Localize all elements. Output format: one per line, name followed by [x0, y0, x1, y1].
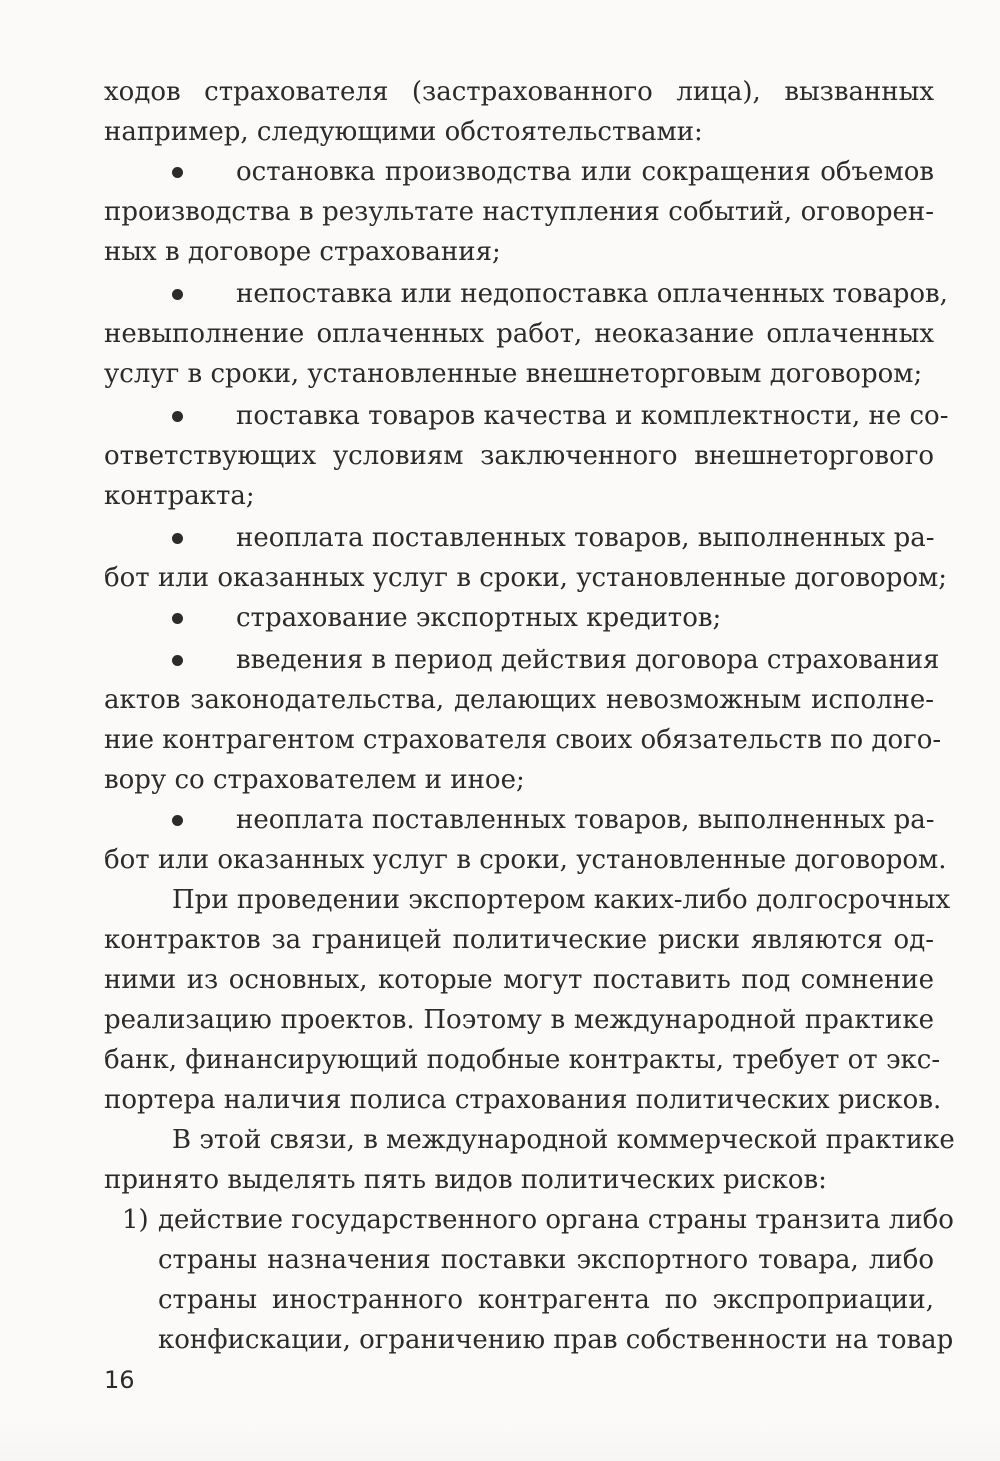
bullet-continuation: производства в результате наступления событий, оговорен- [104, 197, 934, 227]
bullet-item [104, 396, 949, 436]
bullet-item [104, 598, 934, 638]
bullet-continuation: ответствующих условиям заключенного внешнеторгового [104, 441, 934, 471]
bullet-item [104, 274, 948, 314]
bullet-text: неоплата поставленных товаров, выполненных ра- [236, 523, 935, 553]
bullet-text: поставка товаров качества и комплектности, не со- [236, 401, 949, 431]
paragraph-line: принято выделять пять видов политических рисков: [104, 1165, 827, 1195]
bullet-icon [172, 167, 183, 178]
bullet-continuation: услуг в сроки, установленные внешнеторговым договором; [104, 359, 923, 389]
numbered-item-line: страны назначения поставки экспортного товара, либо [158, 1245, 934, 1275]
bullet-item [104, 800, 934, 840]
bullet-item [104, 152, 934, 192]
bullet-text: остановка производства или сокращения объемов [236, 157, 934, 187]
paragraph-line: ними из основных, которые могут поставить под сомнение [104, 965, 934, 995]
bullet-continuation: контракта; [104, 481, 255, 511]
bullet-icon [172, 613, 183, 624]
bullet-item [104, 640, 940, 680]
intro-line: ходов страхователя (застрахованного лица), вызванных [104, 77, 934, 107]
bullet-continuation: вору со страхователем и иное; [104, 765, 525, 795]
numbered-item-line: действие государственного органа страны транзита либо [158, 1205, 954, 1235]
intro-line: например, следующими обстоятельствами: [104, 117, 703, 147]
paragraph-line: реализацию проектов. Поэтому в международной практике [104, 1005, 934, 1035]
bullet-icon [172, 411, 183, 422]
bullet-text: введения в период действия договора страхования [236, 645, 940, 675]
scan-shadow [0, 1421, 1000, 1461]
bullet-continuation: бот или оказанных услуг в сроки, установленные договором. [104, 845, 947, 875]
paragraph-first-line: В этой связи, в международной коммерческой практике [172, 1125, 955, 1155]
paragraph-line: банк, финансирующий подобные контракты, требует от экс- [104, 1045, 941, 1075]
paragraph-line: портера наличия полиса страхования политических рисков. [104, 1085, 942, 1115]
bullet-icon [172, 289, 183, 300]
bullet-continuation: бот или оказанных услуг в сроки, установленные договором; [104, 563, 947, 593]
bullet-text: страхование экспортных кредитов; [236, 603, 722, 633]
bullet-text: неоплата поставленных товаров, выполненных ра- [236, 805, 935, 835]
paragraph-first-line: При проведении экспортером каких-либо долгосрочных [172, 885, 951, 915]
bullet-icon [172, 655, 183, 666]
bullet-continuation: актов законодательства, делающих невозможным исполне- [104, 685, 934, 715]
numbered-item-line: конфискации, ограничению прав собственности на товар [158, 1325, 954, 1355]
bullet-icon [172, 533, 183, 544]
numbered-item-line: страны иностранного контрагента по экспроприации, [158, 1285, 934, 1315]
bullet-continuation: ных в договоре страхования; [104, 237, 501, 267]
page-number: 16 [104, 1366, 135, 1394]
bullet-icon [172, 815, 183, 826]
bullet-item [104, 518, 934, 558]
list-number: 1) [122, 1205, 149, 1235]
paragraph-line: контрактов за границей политические риски являются од- [104, 925, 934, 955]
bullet-continuation: ние контрагентом страхователя своих обязательств по дого- [104, 725, 942, 755]
bullet-continuation: невыполнение оплаченных работ, неоказание оплаченных [104, 319, 934, 349]
bullet-text: непоставка или недопоставка оплаченных товаров, [236, 279, 948, 309]
